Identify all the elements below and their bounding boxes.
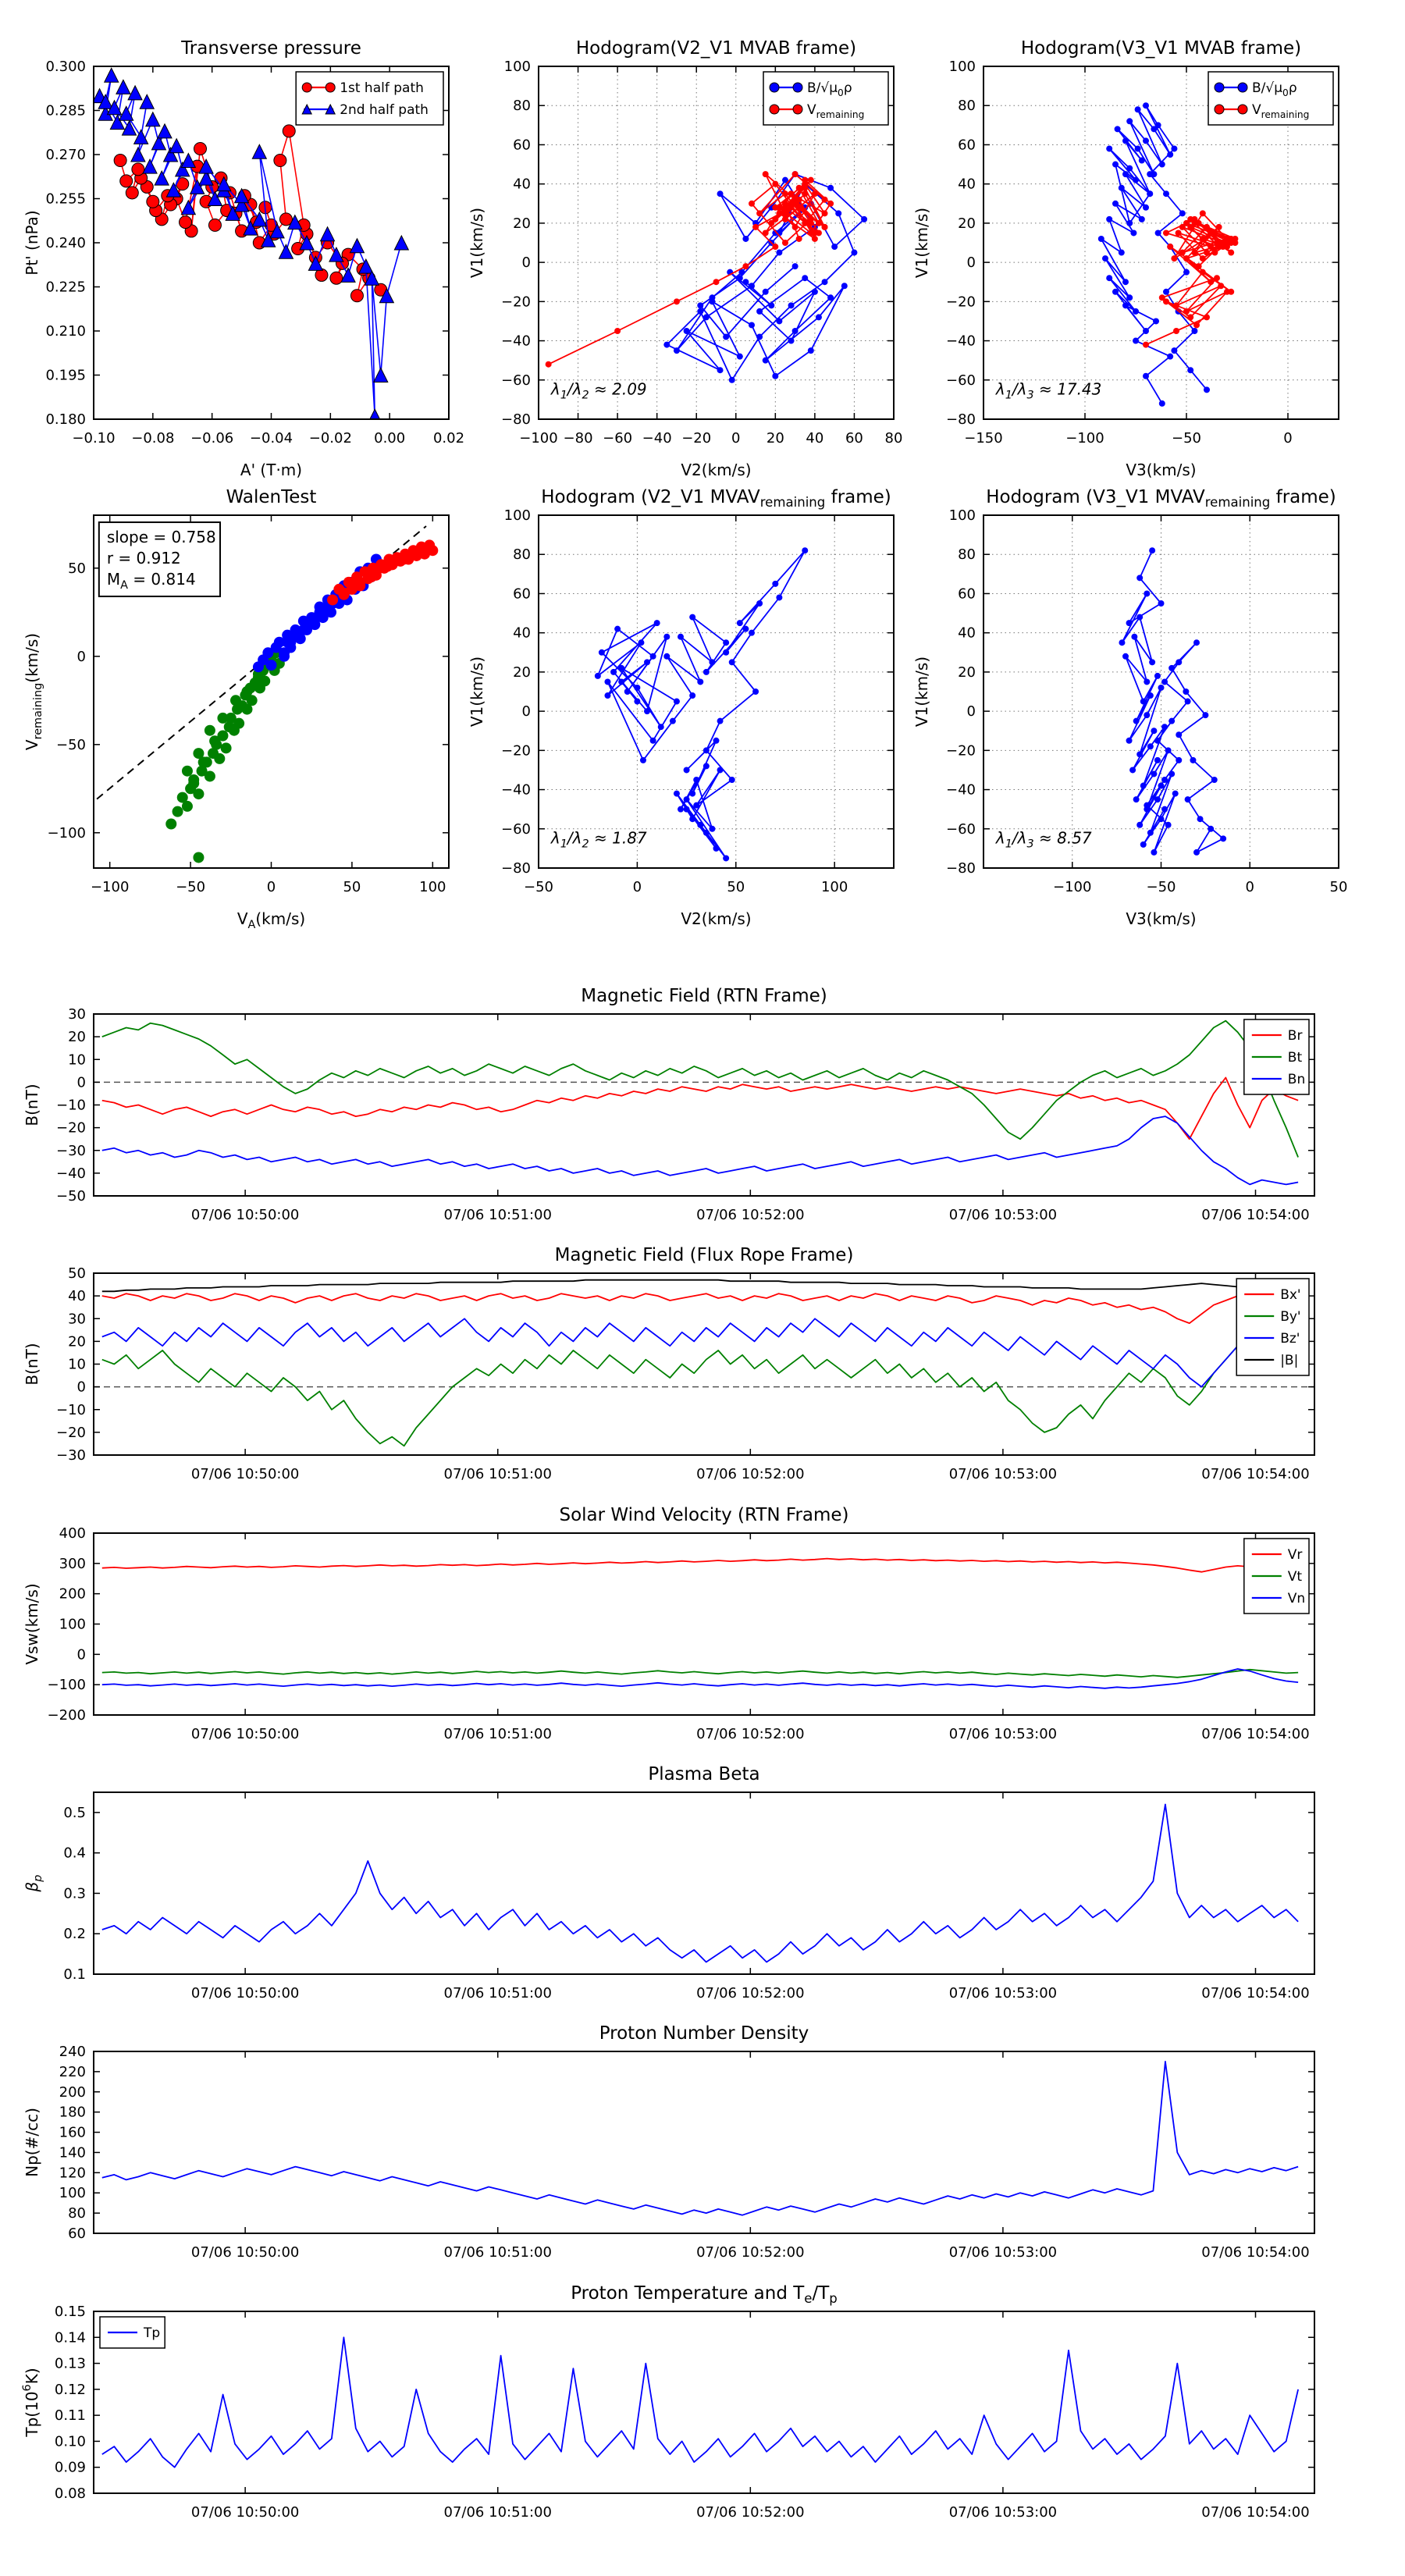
legend-item-label: 2nd half path (340, 102, 429, 118)
hodogram-v3v1-mvab-xlabel: V3(km/s) (1126, 461, 1197, 479)
proton-number-density-xtick-label: 07/06 10:51:00 (443, 2244, 552, 2261)
transverse-pressure-ytick-label: 0.255 (45, 190, 86, 208)
chart-magnetic-field-rtn (23, 986, 1314, 1223)
walen-test-xtick-label: 100 (419, 879, 446, 895)
legend-item-label: 1st half path (340, 80, 424, 96)
transverse-pressure-ytick-label: 0.300 (45, 59, 86, 75)
walen-test-xtick-label: −100 (90, 879, 130, 895)
solar-wind-velocity-ytick-label: 100 (59, 1616, 86, 1633)
solar-wind-velocity-ylabel: Vsw(km/s) (23, 1583, 41, 1665)
annotation-line: slope = 0.758 (106, 528, 216, 547)
plasma-beta-series-group (102, 1805, 1298, 1962)
chart-magnetic-field-flux-rope (23, 1245, 1314, 1482)
hodogram-v2v1-mvav-series-group (595, 547, 808, 861)
proton-temperature-legend (100, 2317, 165, 2348)
magnetic-field-rtn-xtick-label: 07/06 10:54:00 (1201, 1207, 1310, 1223)
solar-wind-velocity-ytick-label: −200 (47, 1707, 86, 1724)
legend-item-label: Tp (144, 2325, 161, 2341)
annotation-line: $\lambda_1/\lambda_3 \approx 17.43$ (995, 379, 1102, 402)
solar-wind-velocity-title: Solar Wind Velocity (RTN Frame) (559, 1505, 849, 1525)
hodogram-v2v1-mvab-xtick-label: −60 (603, 430, 633, 447)
proton-temperature-xtick-label: 07/06 10:51:00 (443, 2504, 552, 2521)
proton-temperature-series-tp (102, 2337, 1298, 2467)
hodogram-v2v1-mvav-title: Hodogram (V2_V1 $MVAV_{remaining}$ frame) (541, 487, 891, 510)
magnetic-field-flux-rope-xtick-label: 07/06 10:54:00 (1201, 1466, 1310, 1482)
hodogram-v2v1-mvav-ytick-label: 0 (521, 703, 531, 720)
chart-solar-wind-velocity (23, 1505, 1314, 1742)
hodogram-v2v1-mvab-ytick-label: 40 (513, 176, 531, 193)
transverse-pressure-ytick-label: 0.285 (45, 102, 86, 119)
magnetic-field-flux-rope-ytick-label: −10 (56, 1401, 86, 1418)
plasma-beta-ytick-label: 0.3 (63, 1885, 86, 1902)
hodogram-v2v1-mvav-ytick-label: −20 (501, 742, 531, 760)
hodogram-v2v1-mvav-ytick-label: −60 (501, 820, 531, 838)
transverse-pressure-ytick-label: 0.210 (45, 323, 86, 340)
hodogram-v3v1-mvab-ytick-label: −80 (946, 411, 976, 428)
solar-wind-velocity-xtick-label: 07/06 10:53:00 (948, 1726, 1058, 1742)
walen-test-ytick-label: 0 (76, 648, 86, 665)
hodogram-v3v1-mvav-ytick-label: 60 (958, 585, 976, 603)
proton-number-density-title: Proton Number Density (599, 2023, 809, 2044)
hodogram-v3v1-mvav-annotation (995, 828, 1092, 850)
plasma-beta-ytick-label: 0.2 (63, 1926, 86, 1943)
chart-hodogram-v2v1-mvav (468, 487, 894, 928)
transverse-pressure-ylabel: Pt' (nPa) (23, 210, 41, 276)
hodogram-v2v1-mvab-xtick-label: 60 (845, 430, 863, 447)
magnetic-field-flux-rope-ytick-label: 10 (68, 1356, 86, 1373)
transverse-pressure-xtick-label: −0.08 (131, 430, 175, 447)
magnetic-field-rtn-series-bn (102, 1116, 1298, 1184)
walen-test-ytick-label: 50 (68, 560, 86, 577)
solar-wind-velocity-series-vt (102, 1670, 1298, 1678)
legend-item-label: Bn (1287, 1072, 1306, 1087)
legend-item-label: Vt (1287, 1569, 1303, 1585)
proton-temperature-ytick-label: 0.10 (54, 2433, 86, 2450)
hodogram-v3v1-mvav-xtick-label: −100 (1053, 879, 1092, 895)
proton-temperature-xtick-label: 07/06 10:50:00 (190, 2504, 300, 2521)
hodogram-v3v1-mvab-xtick-label: 0 (1283, 430, 1293, 447)
hodogram-v2v1-mvav-ytick-label: 100 (503, 507, 531, 524)
plasma-beta-ylabel: $\beta_p$ (23, 1874, 44, 1892)
magnetic-field-flux-rope-series-b-magnitude (102, 1280, 1298, 1292)
legend-item-label: $V_{remaining}$ (807, 102, 865, 120)
transverse-pressure-xtick-label: 0.02 (432, 430, 465, 447)
magnetic-field-flux-rope-ticks (94, 1273, 1314, 1455)
hodogram-v2v1-mvav-ytick-label: −40 (501, 781, 531, 799)
hodogram-v3v1-mvav-xtick-label: 50 (1329, 879, 1348, 895)
proton-number-density-frame (94, 2051, 1314, 2233)
transverse-pressure-title: Transverse pressure (181, 38, 361, 59)
plasma-beta-ytick-label: 0.4 (63, 1845, 86, 1862)
legend-item-label: Bt (1287, 1050, 1303, 1066)
proton-temperature-frame (94, 2311, 1314, 2493)
hodogram-v3v1-mvab-ytick-label: 40 (958, 176, 976, 193)
proton-number-density-ticks (94, 2051, 1314, 2233)
hodogram-v3v1-mvab-xtick-label: −150 (964, 430, 1003, 447)
hodogram-v2v1-mvav-grid (539, 515, 894, 868)
hodogram-v3v1-mvab-ytick-label: 0 (966, 254, 976, 272)
hodogram-v2v1-mvav-xtick-label: −50 (524, 879, 553, 895)
plasma-beta-xtick-label: 07/06 10:50:00 (190, 1985, 300, 2001)
chart-transverse-pressure (23, 38, 464, 479)
hodogram-v2v1-mvab-annotation (550, 379, 647, 401)
hodogram-v2v1-mvab-xtick-label: 20 (766, 430, 784, 447)
plasma-beta-xtick-label: 07/06 10:54:00 (1201, 1985, 1310, 2001)
hodogram-v3v1-mvav-ytick-label: 80 (958, 546, 976, 564)
hodogram-v3v1-mvav-ytick-label: 40 (958, 624, 976, 642)
annotation-line: r = 0.912 (106, 549, 181, 568)
proton-temperature-ytick-label: 0.15 (54, 2304, 86, 2320)
magnetic-field-flux-rope-title: Magnetic Field (Flux Rope Frame) (554, 1245, 854, 1265)
annotation-line: $\lambda_1/\lambda_3 \approx 8.57$ (995, 828, 1092, 851)
transverse-pressure-ytick-label: 0.240 (45, 235, 86, 251)
proton-number-density-ytick-label: 120 (59, 2165, 86, 2182)
magnetic-field-rtn-series-group (102, 1021, 1298, 1185)
hodogram-v2v1-mvab-xtick-label: 0 (731, 430, 741, 447)
legend-item-label: $B/√\mu_0\rho$ (1252, 80, 1297, 98)
magnetic-field-flux-rope-xtick-label: 07/06 10:53:00 (948, 1466, 1058, 1482)
hodogram-v2v1-mvab-legend (763, 72, 888, 125)
proton-number-density-ytick-label: 140 (59, 2144, 86, 2161)
plasma-beta-ticks (94, 1792, 1314, 1974)
proton-number-density-ytick-label: 180 (59, 2104, 86, 2121)
proton-temperature-xtick-label: 07/06 10:52:00 (696, 2504, 805, 2521)
hodogram-v2v1-mvab-ytick-label: −20 (501, 294, 531, 311)
magnetic-field-flux-rope-series-by-prime (102, 1346, 1298, 1446)
proton-number-density-ylabel: Np(#/cc) (23, 2108, 41, 2177)
legend-item-label: |B| (1280, 1353, 1299, 1368)
legend-item-label: $B/√\mu_0\rho$ (807, 80, 852, 98)
plasma-beta-frame (94, 1792, 1314, 1974)
plasma-beta-series-beta-p (102, 1805, 1298, 1962)
hodogram-v2v1-mvab-title: Hodogram(V2_V1 MVAB frame) (575, 38, 857, 59)
hodogram-v3v1-mvab-annotation (995, 379, 1101, 401)
chart-walen-test (23, 487, 449, 931)
transverse-pressure-ytick-label: 0.195 (45, 367, 86, 384)
proton-number-density-ytick-label: 100 (59, 2185, 86, 2202)
hodogram-v2v1-mvav-xtick-label: 0 (632, 879, 642, 895)
magnetic-field-rtn-series-bt (102, 1021, 1298, 1158)
hodogram-v3v1-mvav-ytick-label: −80 (946, 860, 976, 877)
solar-wind-velocity-ytick-label: −100 (47, 1677, 86, 1694)
hodogram-v2v1-mvav-xlabel: V2(km/s) (681, 909, 752, 928)
hodogram-v2v1-mvav-annotation (550, 828, 647, 850)
transverse-pressure-xtick-label: −0.06 (190, 430, 234, 447)
walen-test-xlabel: $V_A(km/s)$ (237, 909, 306, 931)
magnetic-field-rtn-xtick-label: 07/06 10:53:00 (948, 1207, 1058, 1223)
hodogram-v2v1-mvav-ylabel: V1(km/s) (468, 656, 486, 728)
hodogram-v3v1-mvab-ylabel: V1(km/s) (912, 207, 931, 279)
hodogram-v3v1-mvav-xtick-label: 0 (1245, 879, 1254, 895)
hodogram-v2v1-mvab-xtick-label: −80 (563, 430, 593, 447)
magnetic-field-rtn-ytick-label: −50 (56, 1188, 86, 1204)
transverse-pressure-xtick-label: 0.00 (374, 430, 406, 447)
legend-item-label: Bx' (1280, 1287, 1301, 1303)
hodogram-v2v1-mvab-series-group (546, 171, 867, 383)
magnetic-field-rtn-legend (1244, 1019, 1309, 1094)
solar-wind-velocity-ytick-label: 200 (59, 1585, 86, 1603)
hodogram-v2v1-mvab-ytick-label: 100 (503, 59, 531, 75)
hodogram-v3v1-mvav-ytick-label: 20 (958, 664, 976, 681)
transverse-pressure-ytick-label: 0.270 (45, 147, 86, 163)
hodogram-v3v1-mvab-ytick-label: −60 (946, 372, 976, 389)
magnetic-field-rtn-ytick-label: 30 (68, 1006, 86, 1023)
hodogram-v2v1-mvab-xtick-label: −20 (681, 430, 712, 447)
proton-number-density-ytick-label: 200 (59, 2083, 86, 2101)
magnetic-field-flux-rope-xtick-label: 07/06 10:51:00 (443, 1466, 552, 1482)
hodogram-v3v1-mvab-ytick-label: 60 (958, 137, 976, 154)
magnetic-field-rtn-xtick-label: 07/06 10:50:00 (190, 1207, 300, 1223)
magnetic-field-rtn-ytick-label: −40 (56, 1165, 86, 1182)
proton-number-density-series-np (102, 2062, 1298, 2215)
proton-number-density-xtick-label: 07/06 10:54:00 (1201, 2244, 1310, 2261)
solar-wind-velocity-ytick-label: 0 (76, 1646, 86, 1663)
solar-wind-velocity-legend (1244, 1539, 1309, 1614)
hodogram-v3v1-mvab-ytick-label: 20 (958, 215, 976, 232)
proton-temperature-ytick-label: 0.13 (54, 2355, 86, 2372)
hodogram-v2v1-mvab-xlabel: V2(km/s) (681, 461, 752, 479)
proton-number-density-ytick-label: 160 (59, 2124, 86, 2141)
transverse-pressure-ytick-label: 0.180 (45, 411, 86, 428)
solar-wind-velocity-xtick-label: 07/06 10:50:00 (190, 1726, 300, 1742)
hodogram-v3v1-mvav-ytick-label: −40 (946, 781, 976, 799)
hodogram-v2v1-mvav-xtick-label: 100 (820, 879, 848, 895)
magnetic-field-flux-rope-ytick-label: −20 (56, 1424, 86, 1441)
proton-number-density-xtick-label: 07/06 10:53:00 (948, 2244, 1058, 2261)
hodogram-v3v1-mvav-ytick-label: −20 (946, 742, 976, 760)
magnetic-field-flux-rope-ytick-label: 20 (68, 1333, 86, 1350)
chart-hodogram-v3v1-mvab (912, 38, 1339, 479)
proton-temperature-xtick-label: 07/06 10:53:00 (948, 2504, 1058, 2521)
proton-temperature-ytick-label: 0.09 (54, 2459, 86, 2476)
hodogram-v2v1-mvab-ytick-label: −80 (501, 411, 531, 428)
hodogram-v3v1-mvav-ytick-label: 100 (948, 507, 976, 524)
hodogram-v2v1-mvav-frame (539, 515, 894, 868)
hodogram-v2v1-mvav-ytick-label: 40 (513, 624, 531, 642)
transverse-pressure-ytick-label: 0.225 (45, 279, 86, 296)
hodogram-v2v1-mvab-xtick-label: −40 (642, 430, 672, 447)
magnetic-field-rtn-xtick-label: 07/06 10:51:00 (443, 1207, 552, 1223)
hodogram-v3v1-mvav-title: Hodogram (V3_V1 $MVAV_{remaining}$ frame) (986, 487, 1336, 510)
solar-wind-velocity-series-vr (102, 1559, 1298, 1572)
plasma-beta-title: Plasma Beta (648, 1764, 760, 1784)
proton-temperature-ytick-label: 0.12 (54, 2381, 86, 2398)
proton-temperature-ytick-label: 0.14 (54, 2329, 86, 2347)
proton-number-density-series-group (102, 2062, 1298, 2215)
hodogram-v3v1-mvab-xtick-label: −100 (1065, 430, 1104, 447)
plasma-beta-xtick-label: 07/06 10:51:00 (443, 1985, 552, 2001)
annotation-line: $\lambda_1/\lambda_2 \approx 1.87$ (550, 828, 647, 851)
hodogram-v3v1-mvab-series-group (1098, 102, 1239, 407)
magnetic-field-flux-rope-ytick-label: 30 (68, 1311, 86, 1328)
plasma-beta-xtick-label: 07/06 10:52:00 (696, 1985, 805, 2001)
magnetic-field-flux-rope-series-group (102, 1280, 1301, 1446)
transverse-pressure-legend (296, 72, 443, 125)
hodogram-v3v1-mvab-legend (1208, 72, 1333, 125)
legend-item-label: $V_{remaining}$ (1252, 102, 1310, 120)
magnetic-field-flux-rope-ylabel: B(nT) (23, 1343, 41, 1386)
proton-temperature-ylabel: $Tp(10^6K)$ (21, 2368, 41, 2437)
proton-number-density-xtick-label: 07/06 10:50:00 (190, 2244, 300, 2261)
magnetic-field-rtn-xtick-label: 07/06 10:52:00 (696, 1207, 805, 1223)
hodogram-v2v1-mvab-xtick-label: 80 (884, 430, 903, 447)
hodogram-v3v1-mvab-ytick-label: 100 (948, 59, 976, 75)
hodogram-v3v1-mvab-ytick-label: 80 (958, 98, 976, 115)
solar-wind-velocity-ytick-label: 400 (59, 1525, 86, 1542)
hodogram-v2v1-mvab-ytick-label: 0 (521, 254, 531, 272)
magnetic-field-flux-rope-legend (1236, 1279, 1309, 1375)
chart-proton-temperature (21, 2283, 1314, 2521)
transverse-pressure-xtick-label: −0.04 (249, 430, 293, 447)
chart-hodogram-v3v1-mvav (912, 487, 1347, 928)
plasma-beta-ytick-label: 0.5 (63, 1804, 86, 1821)
magnetic-field-flux-rope-xtick-label: 07/06 10:52:00 (696, 1466, 805, 1482)
hodogram-v2v1-mvab-ytick-label: −60 (501, 372, 531, 389)
hodogram-v2v1-mvav-xtick-label: 50 (727, 879, 745, 895)
proton-temperature-ticks (94, 2311, 1314, 2493)
hodogram-v2v1-mvab-ylabel: V1(km/s) (468, 207, 486, 279)
proton-number-density-xtick-label: 07/06 10:52:00 (696, 2244, 805, 2261)
walen-test-xtick-label: 50 (343, 879, 361, 895)
magnetic-field-rtn-ytick-label: 0 (76, 1074, 86, 1091)
magnetic-field-rtn-ylabel: B(nT) (23, 1083, 41, 1126)
proton-temperature-ytick-label: 0.08 (54, 2485, 86, 2502)
transverse-pressure-xtick-label: −0.02 (308, 430, 352, 447)
magnetic-field-flux-rope-ytick-label: 0 (76, 1379, 86, 1396)
proton-temperature-ytick-label: 0.11 (54, 2407, 86, 2425)
proton-number-density-ytick-label: 80 (68, 2205, 86, 2222)
hodogram-v2v1-mvab-ytick-label: 80 (513, 98, 531, 115)
magnetic-field-flux-rope-frame (94, 1273, 1314, 1455)
magnetic-field-flux-rope-series-bz-prime (102, 1318, 1298, 1386)
proton-number-density-ytick-label: 220 (59, 2063, 86, 2080)
magnetic-field-rtn-ytick-label: −10 (56, 1097, 86, 1114)
plasma-beta-ytick-label: 0.1 (63, 1966, 86, 1983)
magnetic-field-rtn-ytick-label: 10 (68, 1051, 86, 1069)
hodogram-v3v1-mvav-ylabel: V1(km/s) (912, 656, 931, 728)
annotation-line: $\lambda_1/\lambda_2 \approx 2.09$ (550, 379, 647, 402)
proton-number-density-ytick-label: 240 (59, 2044, 86, 2060)
hodogram-v2v1-mvab-xtick-label: 40 (806, 430, 824, 447)
magnetic-field-flux-rope-series-bx-prime (102, 1293, 1301, 1325)
magnetic-field-rtn-ytick-label: −20 (56, 1119, 86, 1137)
walen-test-ytick-label: −100 (47, 824, 86, 841)
magnetic-field-rtn-ytick-label: 20 (68, 1029, 86, 1046)
hodogram-v2v1-mvab-ytick-label: −40 (501, 333, 531, 350)
magnetic-field-flux-rope-ytick-label: −30 (56, 1447, 86, 1464)
proton-temperature-xtick-label: 07/06 10:54:00 (1201, 2504, 1310, 2521)
legend-item-label: By' (1280, 1309, 1301, 1325)
hodogram-v3v1-mvab-ytick-label: −40 (946, 333, 976, 350)
hodogram-v3v1-mvav-ytick-label: 0 (966, 703, 976, 720)
walen-test-title: WalenTest (226, 487, 317, 507)
hodogram-v2v1-mvab-xtick-label: −100 (519, 430, 558, 447)
transverse-pressure-xlabel: A' (T·m) (240, 461, 303, 479)
proton-temperature-title: Proton Temperature and $T_e/T_p$ (571, 2283, 838, 2306)
hodogram-v2v1-mvav-ytick-label: 60 (513, 585, 531, 603)
solar-wind-velocity-xtick-label: 07/06 10:52:00 (696, 1726, 805, 1742)
walen-test-xtick-label: 0 (266, 879, 276, 895)
hodogram-v3v1-mvab-title: Hodogram(V3_V1 MVAB frame) (1020, 38, 1302, 59)
hodogram-v3v1-mvab-ytick-label: −20 (946, 294, 976, 311)
magnetic-field-rtn-ytick-label: −30 (56, 1142, 86, 1159)
hodogram-v2v1-mvav-ytick-label: 20 (513, 664, 531, 681)
legend-item-label: Vn (1287, 1591, 1306, 1606)
walen-test-xtick-label: −50 (176, 879, 206, 895)
walen-test-annotation (99, 522, 220, 596)
hodogram-v3v1-mvav-ytick-label: −60 (946, 820, 976, 838)
plasma-beta-xtick-label: 07/06 10:53:00 (948, 1985, 1058, 2001)
hodogram-v2v1-mvav-ticks (539, 515, 894, 868)
magnetic-field-flux-rope-ytick-label: 50 (68, 1265, 86, 1282)
proton-number-density-ytick-label: 60 (68, 2226, 86, 2242)
transverse-pressure-xtick-label: −0.10 (72, 430, 116, 447)
proton-temperature-series-group (102, 2337, 1298, 2467)
solar-wind-velocity-xtick-label: 07/06 10:54:00 (1201, 1726, 1310, 1742)
magnetic-field-rtn-title: Magnetic Field (RTN Frame) (581, 986, 827, 1006)
annotation-line: $M_A = 0.814$ (106, 570, 196, 592)
walen-test-ylabel: $V_{remaining}(km/s)$ (23, 632, 44, 751)
hodogram-v3v1-mvab-xtick-label: −50 (1172, 430, 1201, 447)
walen-test-ytick-label: −50 (56, 736, 86, 753)
hodogram-v2v1-mvab-ytick-label: 60 (513, 137, 531, 154)
hodogram-v3v1-mvav-xlabel: V3(km/s) (1126, 909, 1197, 928)
chart-plasma-beta (23, 1764, 1314, 2001)
hodogram-v3v1-mvav-xtick-label: −50 (1146, 879, 1176, 895)
hodogram-v2v1-mvav-series-v-remaining-hodogram (595, 547, 808, 861)
legend-item-label: Vr (1287, 1547, 1303, 1563)
walen-test-series-walen-red (327, 539, 438, 605)
solar-wind-velocity-series-group (102, 1559, 1298, 1688)
legend-item-label: Br (1287, 1028, 1303, 1044)
walen-test-series-walen-green (165, 647, 285, 863)
magnetic-field-flux-rope-ytick-label: 40 (68, 1288, 86, 1305)
hodogram-v2v1-mvav-ytick-label: 80 (513, 546, 531, 564)
hodogram-v2v1-mvab-series-alfven-velocity (663, 171, 867, 383)
magnetic-field-flux-rope-xtick-label: 07/06 10:50:00 (190, 1466, 300, 1482)
hodogram-v2v1-mvav-ytick-label: −80 (501, 860, 531, 877)
legend-item-label: Bz' (1280, 1331, 1300, 1347)
chart-hodogram-v2v1-mvab (468, 38, 902, 479)
hodogram-v2v1-mvab-ytick-label: 20 (513, 215, 531, 232)
solar-wind-velocity-xtick-label: 07/06 10:51:00 (443, 1726, 552, 1742)
solar-wind-velocity-ytick-label: 300 (59, 1555, 86, 1572)
magnetic-field-rtn-series-br (102, 1078, 1298, 1140)
chart-proton-number-density (23, 2023, 1314, 2261)
